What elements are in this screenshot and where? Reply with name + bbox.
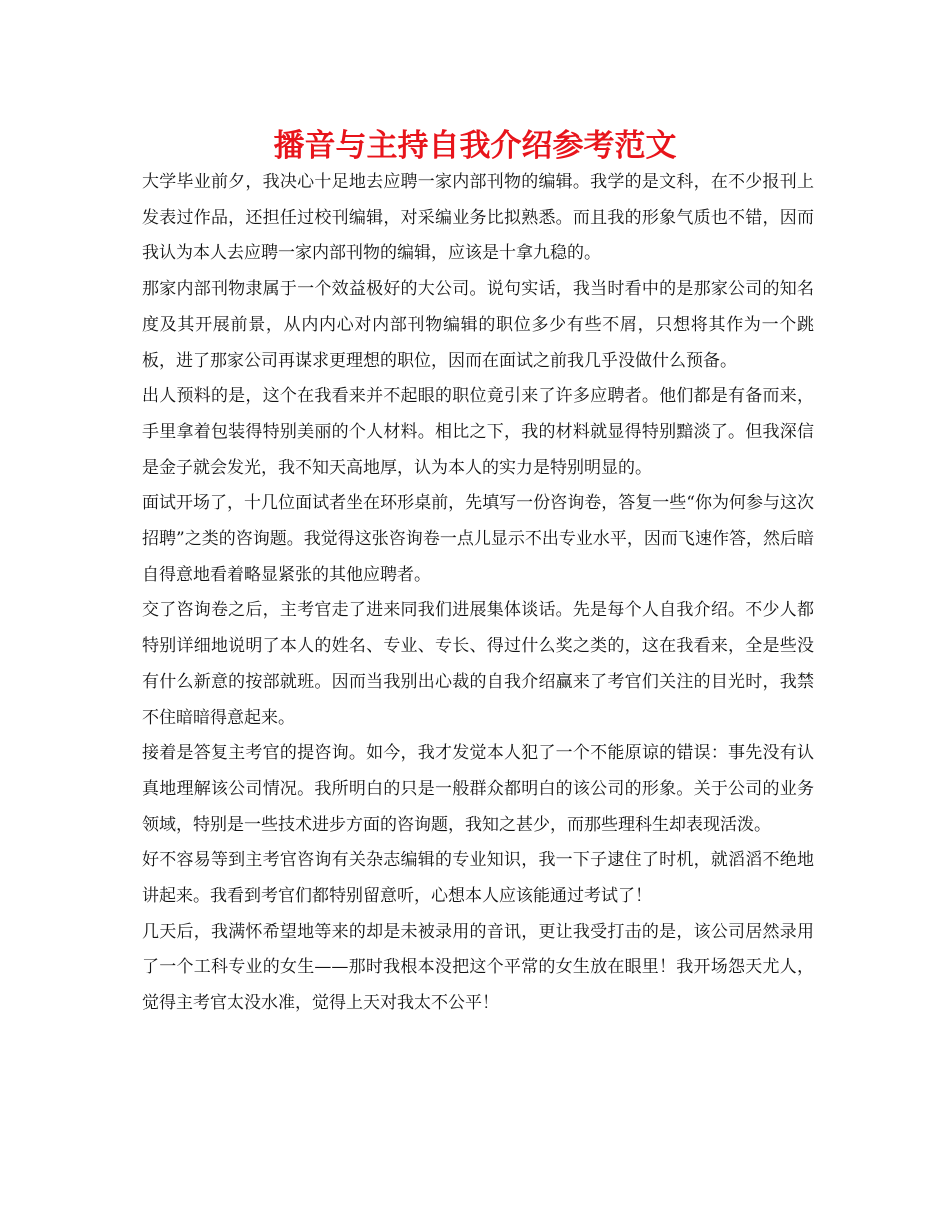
paragraph-6: 接着是答复主考官的提咨询。如今，我才发觉本人犯了一个不能原谅的错误：事先没有认真地理解该公司情况。我所明白的只是一般群众都明白的该公司的形象。关于公司的业务领域，特别是一些技术进步方面的咨询题，我知之甚少，而那些理科生却表现活泼。 [142,743,814,835]
paragraph-8: 几天后，我满怀希望地等来的却是未被录用的音讯，更让我受打击的是，该公司居然录用了一个工科专业的女生——那时我根本没把这个平常的女生放在眼里！我开场怨天尤人，觉得主考官太没水准，觉得上天对我太不公平！ [142,921,814,1014]
paragraph-5: 交了咨询卷之后，主考官走了进来同我们进展集体谈话。先是每个人自我介绍。不少人都特别详细地说明了本人的姓名、专业、专长、得过什么奖之类的，这在我看来，全是些没有什么新意的按部就班。因而当我别出心裁的自我介绍赢来了考官们关注的目光时，我禁不住暗暗得意起来。 [142,600,814,728]
paragraph-1: 大学毕业前夕，我决心十足地去应聘一家内部刊物的编辑。我学的是文科，在不少报刊上发表过作品，还担任过校刊编辑，对采编业务比拟熟悉。而且我的形象气质也不错，因而我认为本人去应聘一家内部刊物的编辑，应该是十拿九稳的。 [142,172,814,264]
paragraph-7: 好不容易等到主考官咨询有关杂志编辑的专业知识，我一下子逮住了时机，就滔滔不绝地讲起来。我看到考官们都特别留意听，心想本人应该能通过考试了！ [142,850,814,907]
paragraph-3: 出人预料的是，这个在我看来并不起眼的职位竟引来了许多应聘者。他们都是有备而来，手里拿着包装得特别美丽的个人材料。相比之下，我的材料就显得特别黯淡了。但我深信是金子就会发光，我不知天高地厚，认为本人的实力是特别明显的。 [142,386,814,478]
document-title: 播音与主持自我介绍参考范文 [273,128,677,164]
paragraph-4: 面试开场了，十几位面试者坐在环形桌前，先填写一份咨询卷，答复一些“你为何参与这次招聘”之类的咨询题。我觉得这张咨询卷一点儿显示不出专业水平，因而飞速作答，然后暗自得意地看着略显紧张的其他应聘者。 [142,493,814,585]
paragraph-2: 那家内部刊物隶属于一个效益极好的大公司。说句实话，我当时看中的是那家公司的知名度及其开展前景，从内内心对内部刊物编辑的职位多少有些不屑，只想将其作为一个跳板，进了那家公司再谋求更理想的职位，因而在面试之前我几乎没做什么预备。 [142,279,814,371]
document-body [142,165,814,1022]
